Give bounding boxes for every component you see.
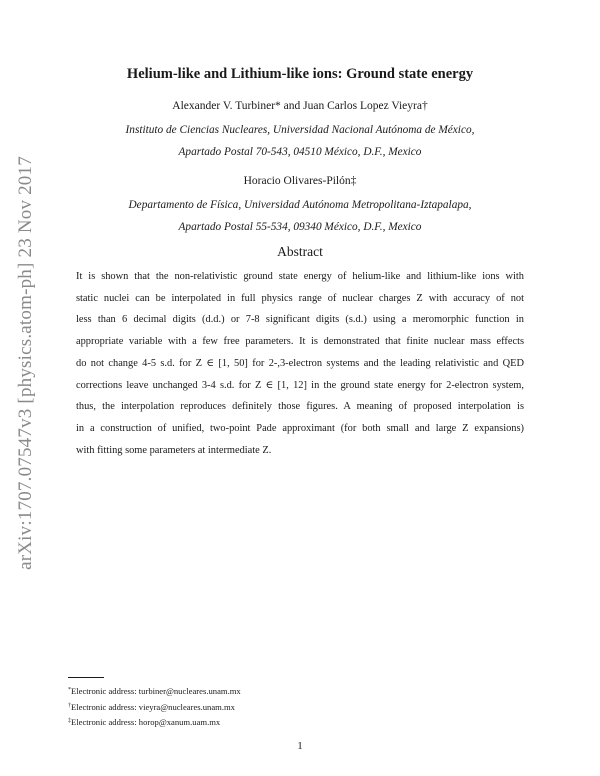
- footnote-mark: ‡: [68, 718, 71, 724]
- affiliation-1-line-2: Apartado Postal 70-543, 04510 México, D.F., Mexico: [178, 146, 422, 158]
- footnotes: [68, 683, 241, 730]
- arxiv-identifier-text: arXiv:1707.07547v3 [physics.atom-ph] 23 Nov 2017: [15, 156, 36, 570]
- abstract-line: do not change 4-5 s.d. for Z ∈ [1, 50] for 2-,3-electron systems and the leading relativistic and QED: [76, 357, 524, 369]
- footnote-text: Electronic address: horop@xanum.uam.mx: [71, 717, 221, 727]
- abstract-body: [76, 266, 524, 461]
- footnote: [68, 699, 241, 715]
- footnote-text: Electronic address: vieyra@nucleares.unam.mx: [71, 701, 235, 712]
- authors-line-2: Horacio Olivares-Pilón‡: [243, 175, 357, 187]
- footnote: [68, 683, 241, 699]
- affiliation-1-line-1: Instituto de Ciencias Nucleares, Universidad Nacional Autónoma de México,: [125, 124, 475, 136]
- footnote: [68, 714, 241, 730]
- abstract-line: with fitting some parameters at intermediate Z.: [76, 444, 272, 456]
- abstract-line: less than 6 decimal digits (d.d.) or 7-8 significant digits (s.d.) using a meromorphic function in: [76, 314, 524, 326]
- abstract-line: thus, the interpolation reproduces definitely those figures. A meaning of proposed interpolation is: [76, 401, 524, 413]
- affiliation-2-line-1: Departamento de Física, Universidad Autónoma Metropolitana-Iztapalapa,: [128, 199, 472, 211]
- footnote-mark: †: [68, 702, 71, 709]
- abstract-line: static nuclei can be interpolated in full physics range of nuclear charges Z with accuracy of not: [76, 292, 524, 304]
- abstract-line: in a construction of unified, two-point Pade approximant (for both small and large Z expansions): [76, 422, 524, 434]
- footnote-divider: [68, 677, 104, 678]
- affiliation-2-line-2: Apartado Postal 55-534, 09340 México, D.F., Mexico: [178, 221, 422, 233]
- page-number: 1: [297, 740, 303, 752]
- arxiv-identifier-stamp: [11, 148, 41, 578]
- footnote-mark: *: [68, 687, 71, 693]
- abstract-line: It is shown that the non-relativistic ground state energy of helium-like and lithium-like ions with: [76, 271, 524, 282]
- abstract-line: corrections leave unchanged 3-4 s.d. for Z ∈ [1, 12] in the ground state energy for 2-electron system,: [76, 379, 524, 391]
- abstract-heading: Abstract: [277, 244, 323, 259]
- abstract-line: appropriate variable with a few free parameters. It is demonstrated that finite nuclear mass effects: [76, 336, 524, 348]
- authors-line-1: Alexander V. Turbiner* and Juan Carlos Lopez Vieyra†: [172, 100, 428, 112]
- footnote-text: Electronic address: turbiner@nucleares.unam.mx: [71, 686, 241, 696]
- paper-title: Helium-like and Lithium-like ions: Ground state energy: [126, 66, 474, 82]
